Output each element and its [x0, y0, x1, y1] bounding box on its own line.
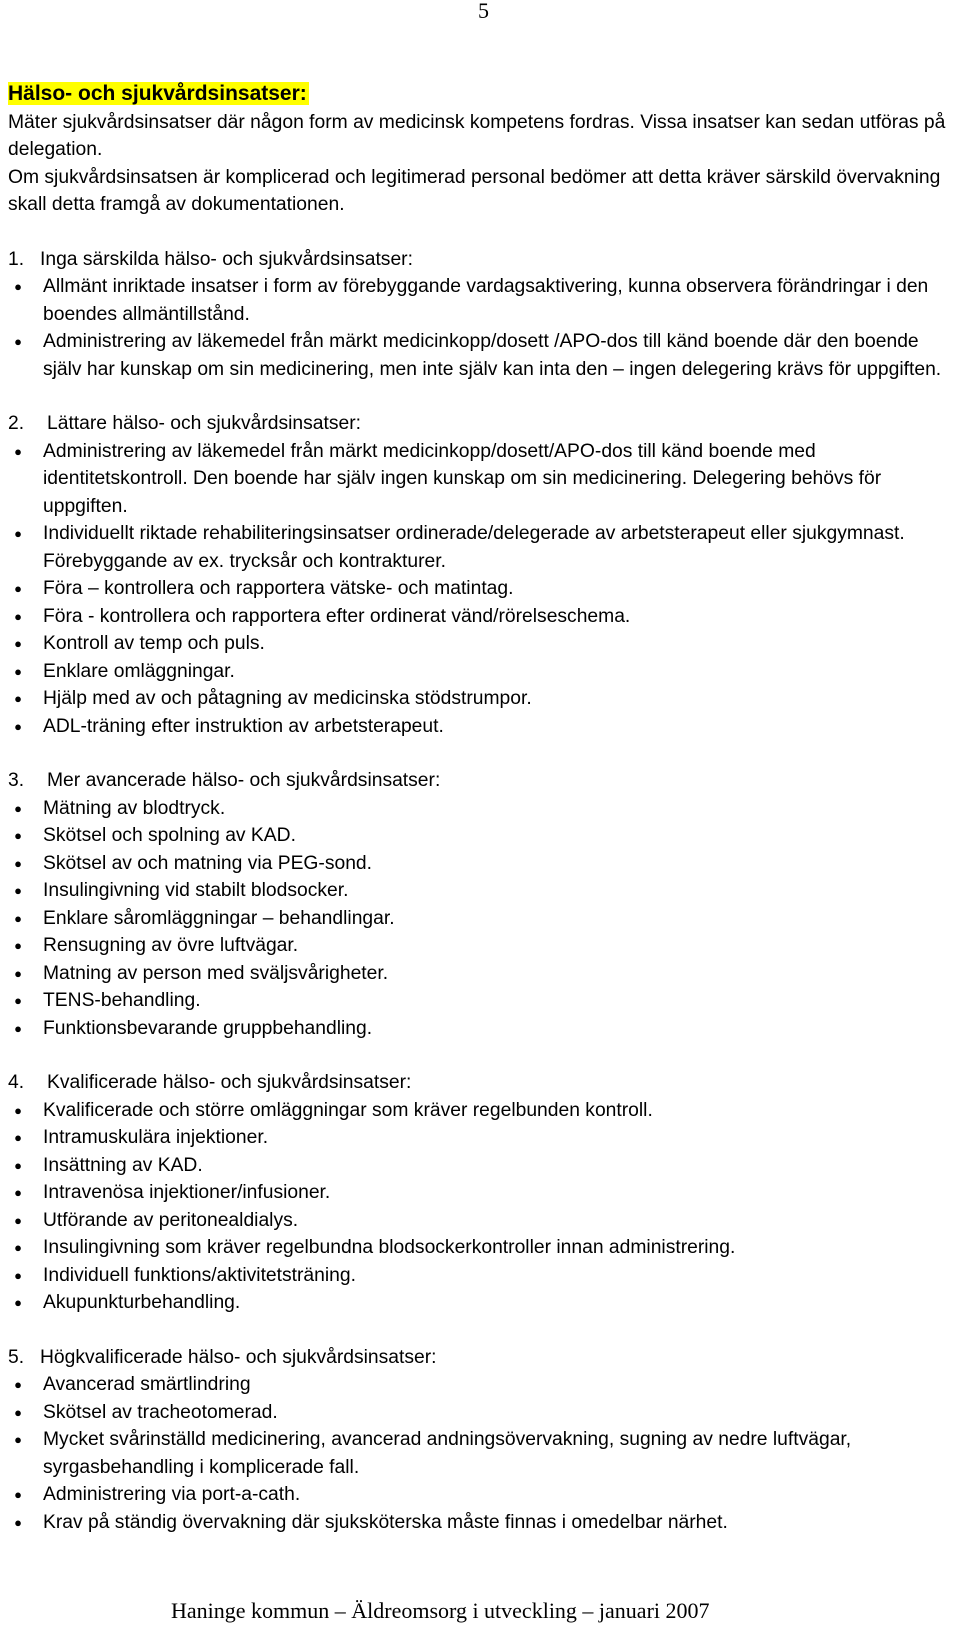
list-item-text: Hjälp med av och påtagning av medicinska stödstrumpor.: [43, 688, 532, 709]
list-item-text: Individuellt riktade rehabiliteringsinsatser ordinerade/delegerade av arbetsterapeut eller sjukgymnast. Förebyggande av ex. trycksår och kontrakturer.: [43, 523, 905, 572]
section-number: 4.: [8, 1072, 25, 1093]
bullet-icon: ●: [14, 993, 22, 1008]
bullet-icon: ●: [14, 1130, 22, 1145]
list-item: [8, 630, 958, 658]
list-item-text: Administrering via port-a-cath.: [43, 1484, 301, 1505]
section-title: [8, 410, 958, 438]
bullet-icon: ●: [14, 718, 22, 734]
bullet-icon: ●: [14, 1157, 22, 1173]
list-item-text: Akupunkturbehandling.: [43, 1292, 241, 1313]
section-title: [8, 1069, 958, 1097]
list-item-text: Kontroll av temp och puls.: [43, 633, 265, 654]
list-item-text: Administrering av läkemedel från märkt medicinkopp/dosett/APO-dos till känd boende med identitetskontroll. Den boende har själv ingen kunskap om sin medicinering. Delegering behövs för uppgiften.: [43, 440, 882, 517]
list-item: [8, 685, 958, 713]
list-item-text: Rensugning av övre luftvägar.: [43, 935, 299, 956]
section: [8, 767, 958, 1042]
bullet-list: [8, 438, 958, 741]
section: [8, 1344, 958, 1537]
list-item-text: Avancerad smärtlindring: [43, 1374, 251, 1395]
section-number: 5.: [8, 1346, 25, 1368]
list-item-text: Insulingivning vid stabilt blodsocker.: [43, 880, 349, 901]
bullet-icon: ●: [14, 965, 22, 981]
section: [8, 410, 958, 740]
list-item: [8, 575, 958, 603]
list-item-text: Mycket svårinställd medicinering, avancerad andningsövervakning, sugning av nedre luftvägar, syrgasbehandling i komplicerade fall.: [43, 1429, 852, 1478]
bullet-icon: ●: [14, 1514, 22, 1530]
bullet-icon: ●: [14, 608, 22, 624]
list-item: [8, 1481, 958, 1509]
list-item-text: Enklare såromläggningar – behandlingar.: [43, 907, 395, 929]
list-item: [8, 1207, 958, 1235]
list-item: [8, 1015, 958, 1043]
section: [8, 246, 958, 384]
bullet-icon: ●: [14, 663, 22, 679]
bullet-icon: ●: [14, 443, 22, 459]
list-item: [8, 1152, 958, 1180]
list-item-text: Kvalificerade och större omläggningar som kräver regelbunden kontroll.: [43, 1099, 653, 1121]
section-title-text: Inga särskilda hälso- och sjukvårdsinsatser:: [40, 248, 413, 270]
section-title: [8, 246, 958, 274]
list-item-text: Skötsel av och matning via PEG-sond.: [43, 852, 373, 874]
sections-container: [8, 246, 958, 1537]
list-item: [8, 822, 958, 850]
list-item-text: Administrering av läkemedel från märkt medicinkopp/dosett /APO-dos till känd boende där den boende själv har kunskap om sin medicinering, men inte själv kan inta den – ingen delegering krävs för uppgiften.: [43, 331, 942, 380]
bullet-icon: ●: [14, 938, 22, 953]
section-title-text: Mer avancerade hälso- och sjukvårdsinsatser:: [47, 770, 441, 791]
bullet-list: [8, 795, 958, 1043]
list-item-text: Skötsel av tracheotomerad.: [43, 1401, 278, 1423]
list-item: [8, 877, 958, 905]
list-item: [8, 328, 958, 383]
intro-paragraph: Mäter sjukvårdsinsatser där någon form av medicinsk kompetens fordras. Vissa insatser kan sedan utföras på delegation.: [8, 111, 946, 160]
bullet-icon: ●: [14, 1432, 22, 1447]
list-item-text: Utförande av peritonealdialys.: [43, 1209, 299, 1231]
list-item-text: TENS-behandling.: [43, 990, 201, 1011]
heading-line: [8, 80, 958, 109]
page-footer: Haninge kommun – Äldreomsorg i utveckling – januari 2007: [171, 1598, 710, 1623]
bullet-icon: ●: [14, 1295, 22, 1310]
page-number: 5: [478, 0, 489, 23]
list-item: [8, 520, 958, 575]
bullet-icon: ●: [14, 1267, 22, 1283]
list-item-text: Individuell funktions/aktivitetsträning.: [43, 1264, 356, 1286]
list-item: [8, 438, 958, 521]
list-item: [8, 658, 958, 686]
bullet-icon: ●: [14, 1377, 22, 1392]
list-item: [8, 603, 958, 631]
bullet-icon: ●: [14, 883, 22, 898]
list-item-text: Funktionsbevarande gruppbehandling.: [43, 1017, 373, 1039]
bullet-list: [8, 273, 958, 383]
list-item: [8, 960, 958, 988]
list-item: [8, 1509, 958, 1537]
section-number: 3.: [8, 770, 25, 791]
bullet-list: [8, 1097, 958, 1317]
bullet-icon: ●: [14, 1185, 22, 1200]
list-item: [8, 1097, 958, 1125]
list-item-text: Matning av person med sväljsvårigheter.: [43, 962, 389, 984]
section-title-text: Kvalificerade hälso- och sjukvårdsinsatser:: [47, 1072, 412, 1093]
bullet-icon: ●: [14, 800, 22, 816]
list-item: [8, 1262, 958, 1290]
section-title-text: Lättare hälso- och sjukvårdsinsatser:: [47, 413, 362, 434]
section-title: [8, 1344, 958, 1372]
bullet-icon: ●: [14, 1240, 22, 1255]
bullet-icon: ●: [14, 910, 22, 926]
document-body: [8, 80, 958, 1536]
bullet-icon: ●: [14, 1020, 22, 1036]
bullet-icon: ●: [14, 636, 22, 651]
page-heading: Hälso- och sjukvårdsinsatser:: [8, 82, 307, 105]
bullet-icon: ●: [14, 691, 22, 706]
list-item-text: Skötsel och spolning av KAD.: [43, 825, 296, 846]
intro: [8, 109, 958, 219]
list-item-text: Föra – kontrollera och rapportera vätske- och matintag.: [43, 578, 514, 599]
list-item-text: Insättning av KAD.: [43, 1154, 203, 1176]
list-item-text: Föra - kontrollera och rapportera efter ordinerat vänd/rörelseschema.: [43, 605, 631, 627]
section-number: 2.: [8, 413, 25, 434]
list-item-text: Insulingivning som kräver regelbundna blodsockerkontroller innan administrering.: [43, 1237, 736, 1258]
list-item: [8, 1371, 958, 1399]
bullet-icon: ●: [14, 334, 22, 349]
bullet-icon: ●: [14, 581, 22, 596]
list-item-text: Allmänt inriktade insatser i form av förebyggande vardagsaktivering, kunna observera förändringar i den boendes allmäntillstånd.: [43, 276, 929, 325]
section-title: [8, 767, 958, 795]
list-item-text: Krav på ständig övervakning där sjuksköterska måste finnas i omedelbar närhet.: [43, 1511, 728, 1533]
list-item: [8, 850, 958, 878]
bullet-icon: ●: [14, 1212, 22, 1228]
list-item-text: Intravenösa injektioner/infusioner.: [43, 1182, 331, 1203]
list-item: [8, 273, 958, 328]
bullet-icon: ●: [14, 1487, 22, 1502]
bullet-icon: ●: [14, 1404, 22, 1420]
section: [8, 1069, 958, 1317]
list-item: [8, 795, 958, 823]
list-item-text: Mätning av blodtryck.: [43, 797, 226, 819]
list-item-text: ADL-träning efter instruktion av arbetsterapeut.: [43, 715, 444, 737]
list-item: [8, 713, 958, 741]
bullet-icon: ●: [14, 526, 22, 541]
list-item: [8, 1234, 958, 1262]
section-number: 1.: [8, 248, 25, 270]
list-item-text: Enklare omläggningar.: [43, 660, 235, 682]
bullet-icon: ●: [14, 855, 22, 871]
bullet-icon: ●: [14, 1102, 22, 1118]
list-item: [8, 1179, 958, 1207]
list-item: [8, 1124, 958, 1152]
list-item: [8, 1426, 958, 1481]
list-item: [8, 1289, 958, 1317]
intro-paragraph: Om sjukvårdsinsatsen är komplicerad och legitimerad personal bedömer att detta kräver särskild övervakning skall detta framgå av dokumentationen.: [8, 166, 941, 215]
list-item: [8, 1399, 958, 1427]
list-item-text: Intramuskulära injektioner.: [43, 1127, 269, 1148]
bullet-icon: ●: [14, 828, 22, 843]
list-item: [8, 987, 958, 1015]
bullet-list: [8, 1371, 958, 1536]
list-item: [8, 905, 958, 933]
list-item: [8, 932, 958, 960]
bullet-icon: ●: [14, 279, 22, 294]
section-title-text: Högkvalificerade hälso- och sjukvårdsinsatser:: [40, 1346, 437, 1368]
